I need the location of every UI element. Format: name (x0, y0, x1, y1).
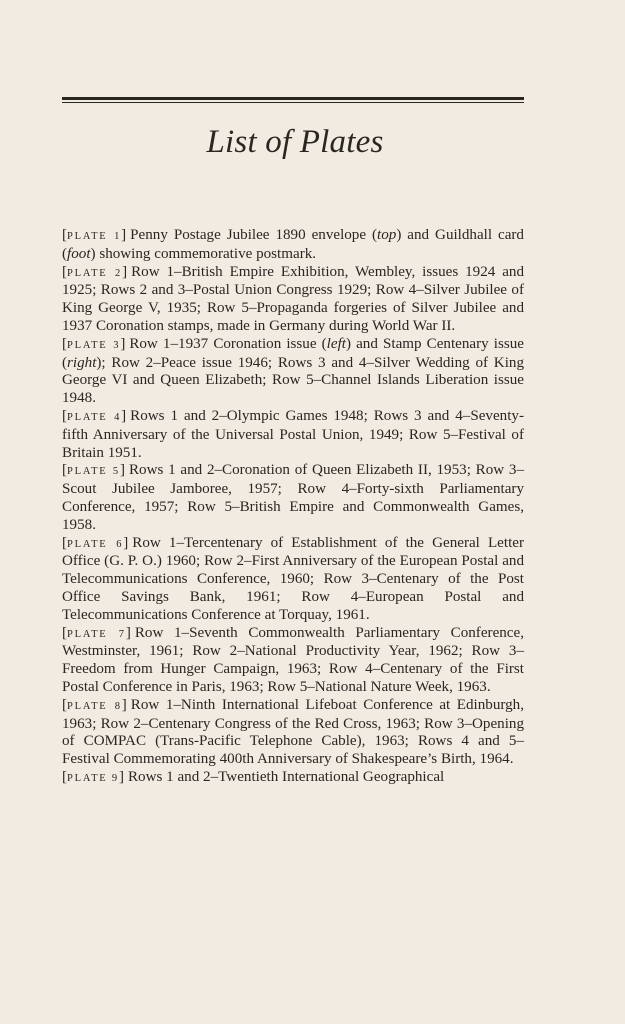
plate-label: [PLATE 9] (62, 768, 124, 785)
plates-list (62, 227, 524, 788)
plate-text: Row 1–Seventh Commonwealth Parliamentary Conference, Westminster, 1961; Row 2–National Productivity Year, 1962; Row 3–Freedom from Hunger Campaign, 1963; Row 4–Centenary of the First Postal Conference in Paris, 1963; Row 5–National Nature Week, 1963. (62, 624, 524, 695)
page-title: List of Plates (206, 124, 384, 160)
italic-text: top (377, 227, 397, 243)
italic-text: right (67, 354, 97, 371)
plate-text: ); Row 2–Peace issue 1946; Rows 3 and 4–Silver Wedding of King George VI and Queen Elizabeth; Row 5–Channel Islands Liberation issue 1948. (62, 354, 524, 407)
double-rule-thin (62, 102, 524, 103)
plate-text: Row 1–Ninth International Lifeboat Conference at Edinburgh, 1963; Row 2–Centenary Congress of the Red Cross, 1963; Row 3–Opening of COMPAC (Trans-Pacific Telephone Cable), 1963; Rows 4 and 5–Festival Commemorating 400th Anniversary of Shakespeare’s Birth, 1964. (62, 696, 524, 768)
plate-entry (62, 227, 524, 264)
plate-text: Rows 1 and 2–Coronation of Queen Elizabeth II, 1953; Row 3–Scout Jubilee Jamboree, 1957; Row 4–Forty-sixth Parliamentary Conference, 1957; Row 5–British Empire and Commonwealth Games, 1958. (62, 462, 525, 533)
plate-label: [PLATE 6] (62, 534, 129, 551)
plate-label: [PLATE 3] (62, 335, 126, 352)
plate-entry (62, 336, 524, 408)
plate-entry (62, 408, 524, 462)
plate-text: Row 1–Tercentenary of Establishment of the General Letter Office (G. P. O.) 1960; Row 2–First Anniversary of the European Postal and Telecommunications Conference, 1960; Row 3–Centenary of the Post Office Savings Bank, 1961; Row 4–European Postal and Telecommunications Conference at Torquay, 1961. (62, 534, 524, 623)
italic-text: left (326, 335, 346, 352)
plate-text: ) showing commemorative postmark. (90, 245, 317, 262)
plate-text: Row 1–1937 Coronation issue ( (129, 335, 327, 352)
plate-entry (62, 697, 524, 769)
plate-text: Rows 1 and 2–Twentieth International Geographical (127, 768, 445, 785)
plate-label: [PLATE 8] (62, 696, 127, 713)
plate-text: Row 1–British Empire Exhibition, Wembley, issues 1924 and 1925; Rows 2 and 3–Postal Union Congress 1929; Row 4–Silver Jubilee of King George V, 1935; Row 5–Propaganda forgeries of Silver Jubilee and 1937 Coronation stamps, made in Germany during World War II. (62, 263, 524, 334)
plate-text: Penny Postage Jubilee 1890 envelope ( (130, 227, 378, 243)
plate-text: Rows 1 and 2–Olympic Games 1948; Rows 3 and 4–Seventy-fifth Anniversary of the Universal Postal Union, 1949; Row 5–Festival of Britain 1951. (62, 407, 524, 461)
plate-label: [PLATE 4] (62, 407, 127, 424)
plate-entry (62, 264, 524, 336)
plate-label: [PLATE 1] (62, 227, 127, 243)
double-rule-thick (62, 97, 524, 100)
plate-label: [PLATE 7] (62, 624, 131, 641)
plate-label: [PLATE 5] (62, 462, 125, 479)
plate-entry (62, 625, 524, 697)
plate-label: [PLATE 2] (62, 263, 128, 280)
plate-text: ) and Guildhall card ( (62, 227, 524, 262)
plate-entry (62, 769, 524, 788)
plate-text: ) and Stamp Centenary issue ( (62, 335, 524, 371)
plate-entry (62, 535, 524, 625)
plate-entry (62, 462, 524, 534)
italic-text: foot (67, 245, 91, 262)
